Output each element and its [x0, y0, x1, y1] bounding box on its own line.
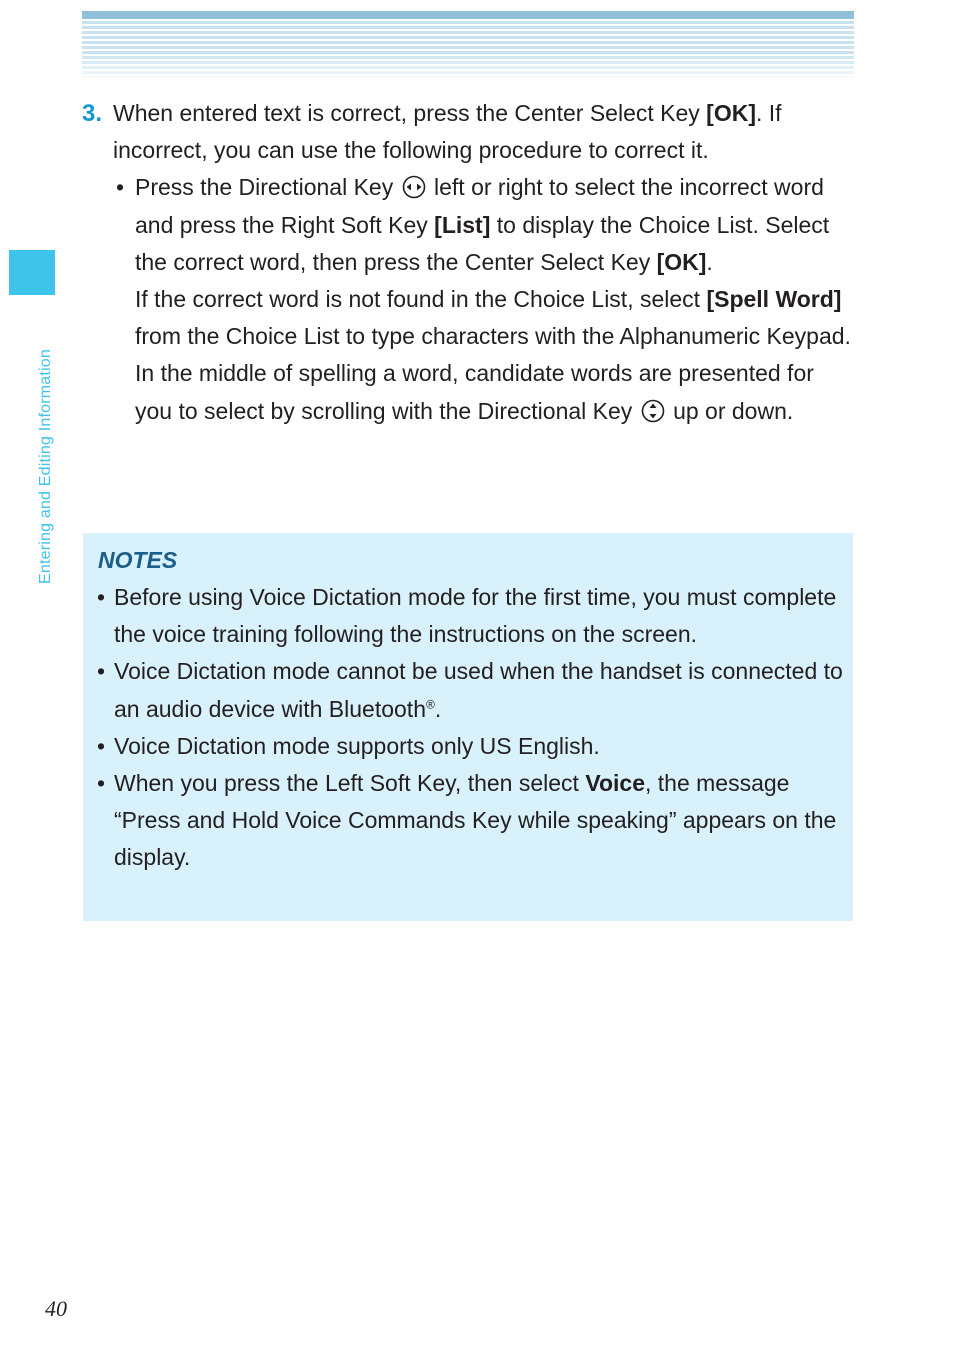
notes-title: NOTES — [98, 547, 178, 573]
note-item: • Voice Dictation mode cannot be used when the handset is connected to an audio device with Bluetooth®. — [114, 653, 844, 727]
note-item: • When you press the Left Soft Key, then select Voice, the message “Press and Hold Voice Commands Key while speaking” appears on the display. — [114, 765, 844, 877]
ok-key-label: [OK] — [706, 100, 756, 126]
step-number: 3. — [82, 100, 103, 127]
bullet-dot: • — [97, 732, 106, 759]
directional-key-up-down-icon — [641, 399, 665, 423]
procedure-bullet — [116, 169, 852, 429]
step-3 — [82, 95, 852, 430]
notes-list — [97, 579, 844, 877]
note-item: • Voice Dictation mode supports only US English. — [114, 728, 844, 765]
bullet-dot: • — [116, 174, 125, 201]
section-side-label: Entering and Editing Information — [37, 349, 54, 584]
registered-mark: ® — [426, 696, 435, 711]
notes-box — [83, 533, 853, 921]
directional-key-left-right-icon — [402, 175, 426, 199]
bullet-dot: • — [97, 770, 106, 797]
voice-option-label: Voice — [585, 770, 645, 797]
spell-word-label: [Spell Word] — [706, 286, 842, 313]
list-key-label: [List] — [434, 211, 491, 238]
page-number: 40 — [45, 1296, 67, 1321]
procedure-paragraph-1: Press the Directional Key left or right to select the incorrect word and press the Right Soft Key [List] to display the Choice List. Select the correct word, then press the Center Select Key [OK]. — [135, 174, 830, 275]
section-tab-marker — [9, 250, 55, 295]
note-item: • Before using Voice Dictation mode for the first time, you must complete the voice training following the instructions on the screen. — [114, 579, 844, 653]
bullet-dot: • — [97, 658, 106, 685]
bullet-dot: • — [97, 584, 106, 610]
header-band — [82, 11, 854, 77]
procedure-paragraph-2: If the correct word is not found in the Choice List, select [Spell Word] from the Choice List to type characters with the Alphanumeric Keypad. In the middle of spelling a word, candidate words are presented for you to select by scrolling with the Directional Key up or down. — [135, 286, 851, 424]
step-3-text: When entered text is correct, press the Center Select Key [OK]. If incorrect, you can use the following procedure to correct it. — [113, 100, 782, 164]
ok-key-label: [OK] — [656, 248, 707, 275]
